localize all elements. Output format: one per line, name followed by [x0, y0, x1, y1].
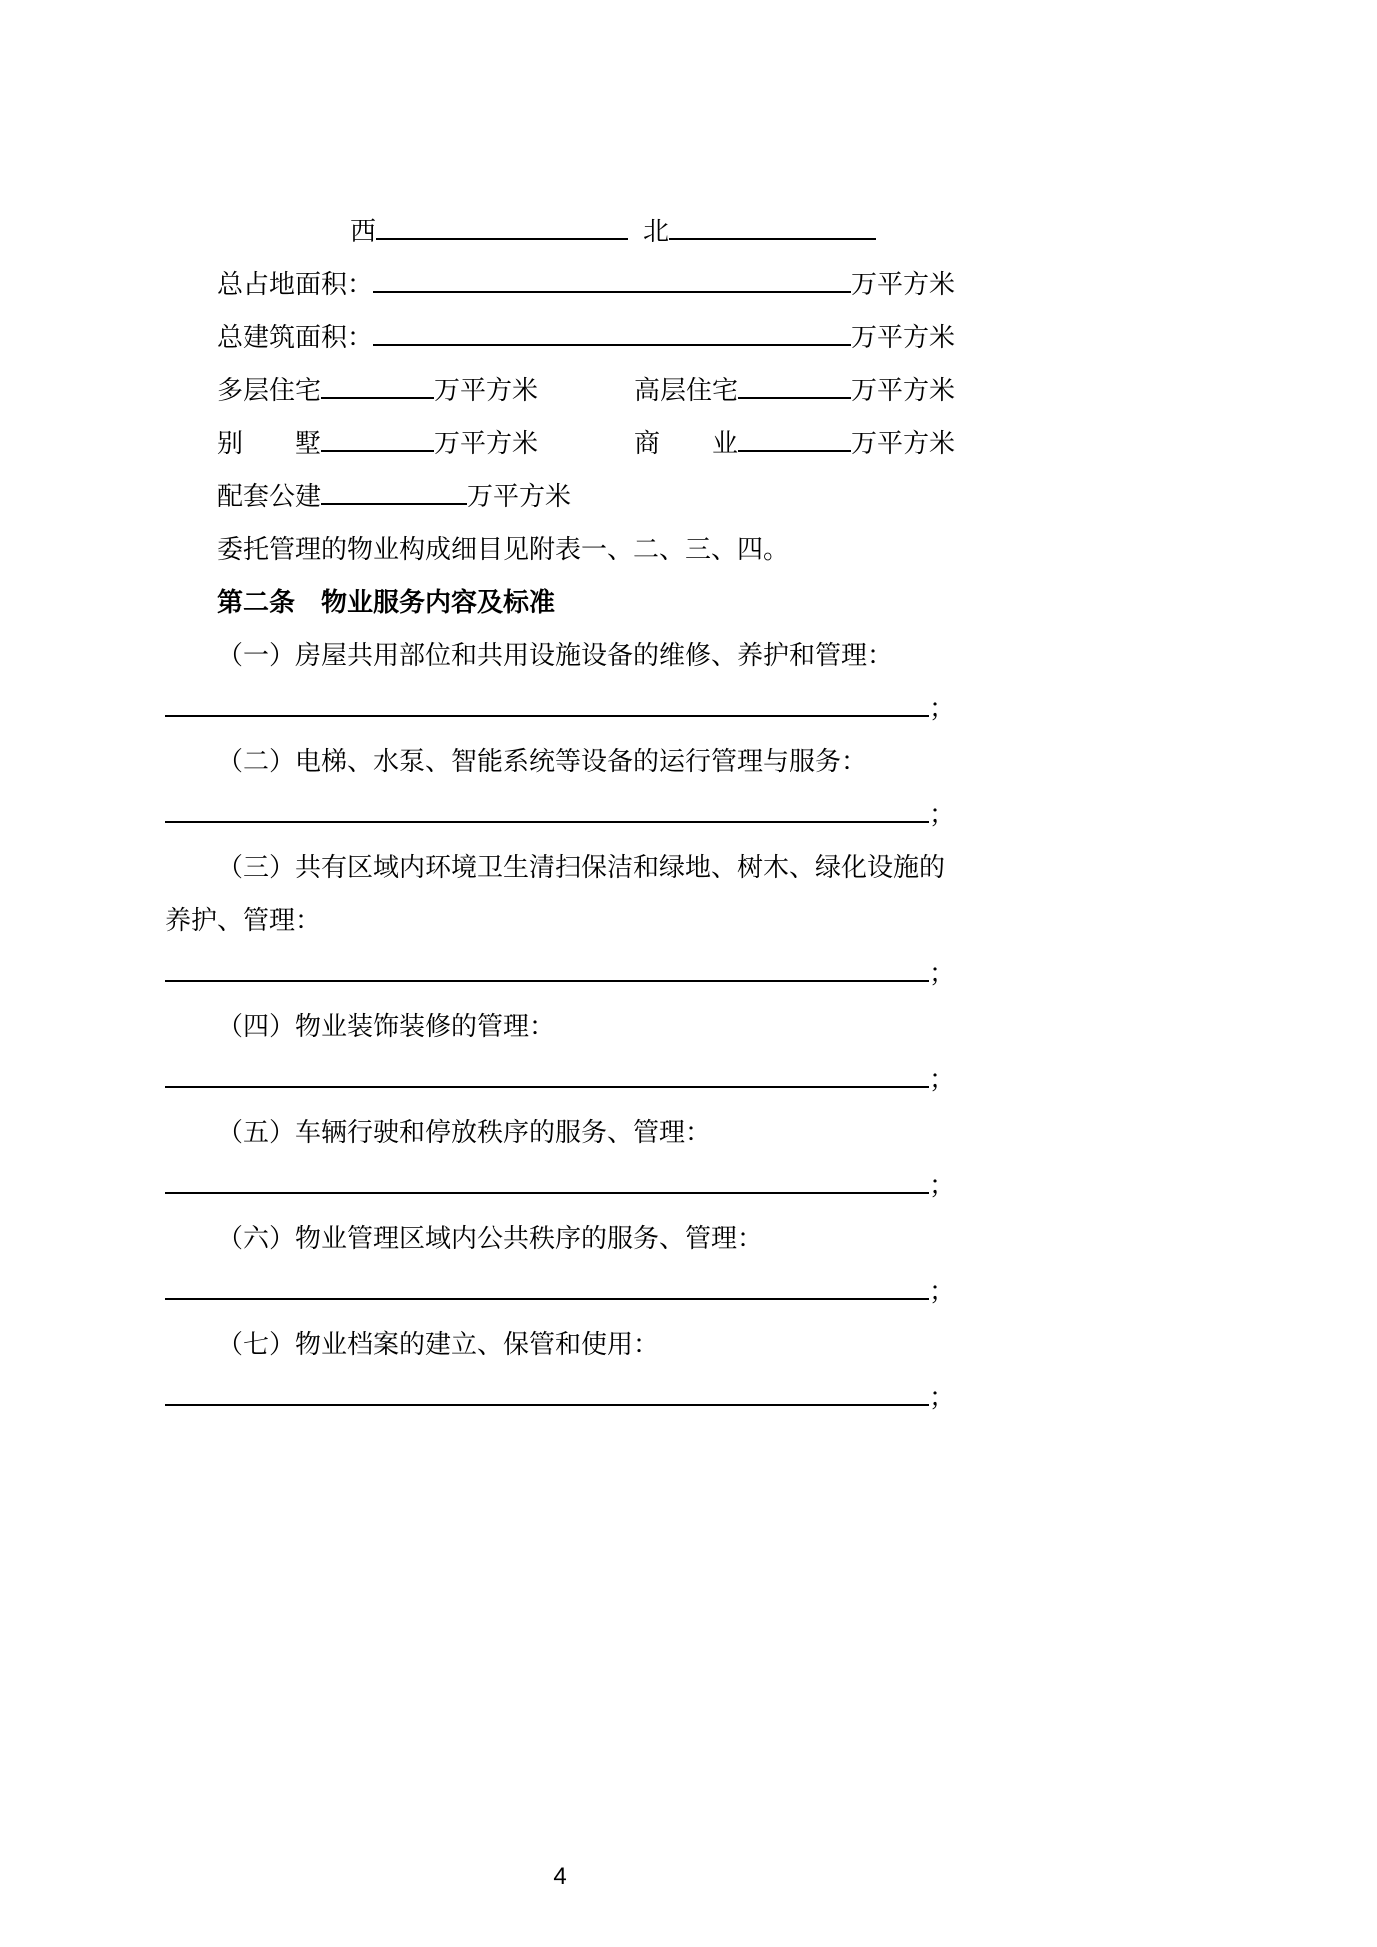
page-content: [165, 205, 955, 1424]
clause-terminator: ；: [928, 1170, 955, 1200]
clause-fill-line: [165, 1159, 955, 1212]
clause-terminator: ；: [928, 1382, 955, 1412]
clause-label: （五）车辆行驶和停放秩序的服务、管理：: [217, 1117, 712, 1147]
appendix-note: 委托管理的物业构成细目见附表一、二、三、四。: [217, 534, 790, 564]
clause-terminator: ；: [928, 799, 955, 829]
multi-story-blank-field[interactable]: [321, 397, 434, 399]
public-building-blank-field[interactable]: [321, 503, 467, 505]
clause-label: （四）物业装饰装修的管理：: [217, 1011, 556, 1041]
multi-story-unit: 万平方米: [434, 375, 539, 405]
north-blank-field[interactable]: [669, 238, 876, 240]
multi-story-group: [217, 364, 538, 417]
field-line-villa-commercial: [165, 417, 955, 470]
villa-label: 别 墅: [217, 428, 322, 458]
west-label: 西: [350, 216, 377, 246]
clause-blank-field[interactable]: [165, 1404, 929, 1406]
public-building-unit: 万平方米: [467, 481, 572, 511]
field-line-total-land: [165, 258, 955, 311]
total-land-label: 总占地面积：: [217, 269, 374, 299]
clause-fill-line: [165, 1371, 955, 1424]
commercial-unit: 万平方米: [850, 428, 955, 458]
clause-fill-line: [165, 1053, 955, 1106]
total-land-blank-field[interactable]: [373, 291, 851, 293]
villa-unit: 万平方米: [434, 428, 539, 458]
field-line-residential: [165, 364, 955, 417]
multi-story-label: 多层住宅: [217, 375, 322, 405]
clause-label: （三）共有区域内环境卫生清扫保洁和绿地、树木、绿化设施的养护、管理：: [165, 852, 946, 935]
villa-blank-field[interactable]: [321, 450, 434, 452]
total-building-blank-field[interactable]: [373, 344, 851, 346]
high-rise-group: [634, 364, 955, 417]
public-building-label: 配套公建: [217, 481, 322, 511]
north-label: 北: [643, 216, 670, 246]
field-line-total-building: [165, 311, 955, 364]
clause-blank-field[interactable]: [165, 980, 929, 982]
clause-item: [165, 629, 955, 735]
clause-item: [165, 1000, 955, 1106]
clause-blank-field[interactable]: [165, 715, 929, 717]
commercial-blank-field[interactable]: [738, 450, 851, 452]
commercial-label: 商 业: [633, 428, 738, 458]
high-rise-label: 高层住宅: [633, 375, 738, 405]
clause-label: （二）电梯、水泵、智能系统等设备的运行管理与服务：: [217, 746, 868, 776]
commercial-group: [634, 417, 955, 470]
clause-blank-field[interactable]: [165, 821, 929, 823]
article-two-heading: 第二条 物业服务内容及标准: [217, 587, 556, 617]
high-rise-blank-field[interactable]: [738, 397, 851, 399]
clause-blank-field[interactable]: [165, 1192, 929, 1194]
field-line-west-north: [165, 205, 955, 258]
clause-item: [165, 841, 955, 1000]
clause-fill-line: [165, 682, 955, 735]
total-building-label: 总建筑面积：: [217, 322, 374, 352]
clause-fill-line: [165, 947, 955, 1000]
clause-terminator: ；: [928, 958, 955, 988]
villa-group: [217, 417, 538, 470]
clause-blank-field[interactable]: [165, 1298, 929, 1300]
clause-label: （六）物业管理区域内公共秩序的服务、管理：: [217, 1223, 764, 1253]
clause-terminator: ；: [928, 1064, 955, 1094]
clause-terminator: ；: [928, 1276, 955, 1306]
clause-fill-line: [165, 788, 955, 841]
clause-label: （七）物业档案的建立、保管和使用：: [217, 1329, 660, 1359]
field-line-public-building: [165, 470, 955, 523]
high-rise-unit: 万平方米: [850, 375, 955, 405]
west-blank-field[interactable]: [376, 238, 628, 240]
clause-blank-field[interactable]: [165, 1086, 929, 1088]
clause-item: [165, 735, 955, 841]
clause-item: [165, 1212, 955, 1318]
clause-fill-line: [165, 1265, 955, 1318]
total-land-unit: 万平方米: [850, 269, 955, 299]
clause-label: （一）房屋共用部位和共用设施设备的维修、养护和管理：: [217, 640, 894, 670]
clause-terminator: ；: [928, 693, 955, 723]
clause-item: [165, 1318, 955, 1424]
total-building-unit: 万平方米: [850, 322, 955, 352]
page-number: 4: [553, 1863, 567, 1890]
clause-item: [165, 1106, 955, 1212]
